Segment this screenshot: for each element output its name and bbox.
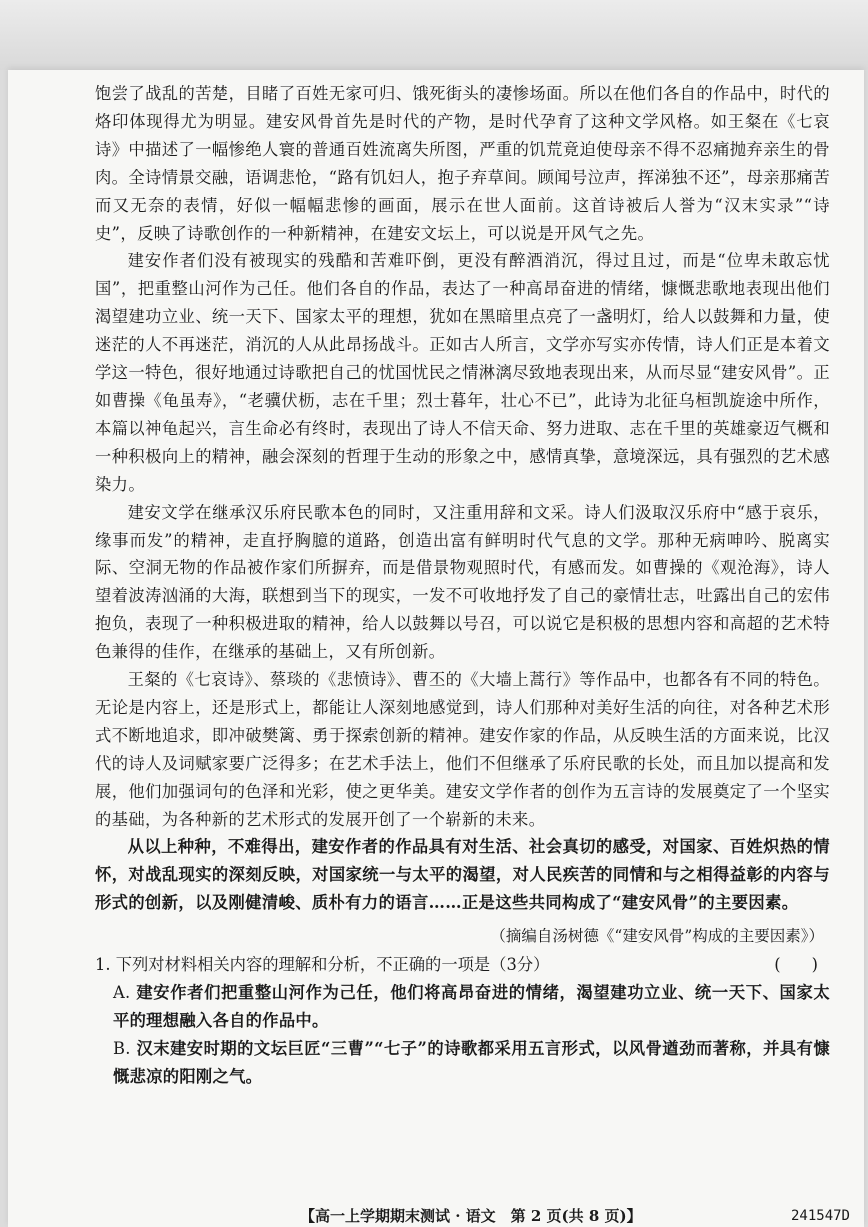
footer-code: 241547D [790,1208,850,1224]
question-1 [95,951,830,1091]
passage-paragraph-4: 王粲的《七哀诗》、蔡琰的《悲愤诗》、曹丕的《大墙上蒿行》等作品中，也都各有不同的特色。无论是内容上，还是形式上，都能让人深刻地感觉到，诗人们那种对美好生活的向往，对各种艺术形式不断地追求，即冲破樊篱、勇于探索创新的精神。建安作家的作品，从反映生活的方面来说，比汉代的诗人及词赋家要广泛得多；在艺术手法上，他们不但继承了乐府民歌的长处，而且加以提高和发展，他们加强词句的色泽和光彩，使之更华美。建安文学作者的创作为五言诗的发展奠定了一个坚实的基础，为各种新的艺术形式的发展开创了一个崭新的未来。 [95,670,830,829]
page-footer [0,1205,868,1227]
passage-source: （摘编自汤树德《“建安风骨”构成的主要因素》） [490,927,824,946]
option-a-text: 建安作者们把重整山河作为己任，他们将高昂奋进的情绪，渴望建功立业、统一天下、国家太平的理想融入各自的作品中。 [113,983,830,1031]
option-b [95,1035,830,1091]
answer-bracket: ( ) [774,955,818,975]
option-a-label: A. [113,983,131,1003]
passage-paragraph-3: 建安文学在继承汉乐府民歌本色的同时，又注重用辞和文采。诗人们汲取汉乐府中“感于哀乐，缘事而发”的精神，走直抒胸臆的道路，创造出富有鲜明时代气息的文学。那种无病呻吟、脱离实际、空洞无物的作品被作家们所摒弃，而是借景物观照时代，有感而发。如曹操的《观沧海》，诗人望着波涛汹涌的大海，联想到当下的现实，一发不可收地抒发了自己的豪情壮志，吐露出自己的宏伟抱负，表现了一种积极进取的精神，给人以鼓舞以号召，可以说它是积极的思想内容和高超的艺术特色兼得的佳作，在继承的基础上，又有所创新。 [95,502,830,662]
scan-top-margin [0,0,868,70]
option-a [95,979,830,1035]
option-b-text: 汉末建安时期的文坛巨匠“三曹”“七子”的诗歌都采用五言形式，以风骨遒劲而著称，并具有慷慨悲凉的阳刚之气。 [113,1039,830,1087]
passage-paragraph-5: 从以上种种，不难得出，建安作者的作品具有对生活、社会真切的感受，对国家、百姓炽热的情怀，对战乱现实的深刻反映，对国家统一与太平的渴望，对人民疾苦的同情和与之相得益彰的内容与形式的创新，以及刚健清峻、质朴有力的语言……正是这些共同构成了“建安风骨”的主要因素。 [95,837,830,913]
passage-paragraph-2: 建安作者们没有被现实的残酷和苦难吓倒，更没有醉酒消沉，得过且过，而是“位卑未敢忘忧国”，把重整山河作为己任。他们各自的作品，表达了一种高昂奋进的情绪，慷慨悲歌地表现出他们渴望建功立业、统一天下、国家太平的理想，犹如在黑暗里点亮了一盏明灯，给人以鼓舞和力量，使迷茫的人不再迷茫，消沉的人从此昂扬战斗。正如古人所言，文学亦写实亦传情，诗人们正是本着文学这一特色，很好地通过诗歌把自己的忧国忧民之情淋漓尽致地表现出来，从而尽显“建安风骨”。正如曹操《龟虽寿》，“老骥伏枥，志在千里；烈士暮年，壮心不已”，此诗为北征乌桓凯旋途中所作，本篇以神龟起兴，言生命必有终时，表现出了诗人不信天命、努力进取、志在千里的英雄豪迈气概和一种积极向上的精神，融会深刻的哲理于生动的形象之中，感情真挚，意境深远，具有强烈的艺术感染力。 [95,251,830,494]
passage-paragraph-1: 饱尝了战乱的苦楚，目睹了百姓无家可归、饿死街头的凄惨场面。所以在他们各自的作品中，时代的烙印体现得尤为明显。建安风骨首先是时代的产物，是时代孕育了这种文学风格。如王粲在《七哀诗》中描述了一幅惨绝人寰的普通百姓流离失所图，严重的饥荒竟迫使母亲不得不忍痛抛弃亲生的骨肉。全诗情景交融，语调悲怆，“路有饥妇人，抱子弃草间。顾闻号泣声，挥涕独不还”，母亲那痛苦而又无奈的表情，好似一幅幅悲惨的画面，展示在世人面前。这首诗被后人誉为“汉末实录”“诗史”，反映了诗歌创作的一种新精神，在建安文坛上，可以说是开风气之先。 [95,84,830,243]
footer-title: 【高一上学期期末测试 · 语文 第 2 页(共 8 页)】 [300,1207,642,1225]
option-b-label: B. [113,1039,131,1059]
page-content [95,80,830,1091]
question-stem: 1. 下列对材料相关内容的理解和分析，不正确的一项是（3分） [95,955,550,975]
